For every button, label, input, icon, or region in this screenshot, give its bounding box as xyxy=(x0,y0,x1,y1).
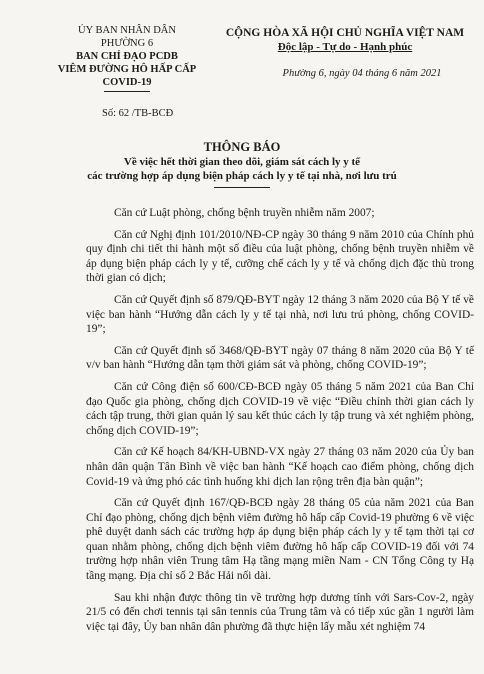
document-body xyxy=(86,206,474,641)
committee-name: COVID-19 xyxy=(102,77,152,88)
paragraph: Căn cứ Quyết định số 879/QĐ-BYT ngày 12 tháng 3 năm 2020 của Bộ Y tế về việc ban hành “Hướng dẫn cách ly y tế tại nhà, nơi lưu trú phòng, chống COVID-19”; xyxy=(86,293,474,336)
authority-line: ỦY BAN NHÂN DÂN xyxy=(78,25,176,36)
divider xyxy=(104,91,150,92)
title-subject: các trường hợp áp dụng biện pháp cách ly y tế tại nhà, nơi lưu trú xyxy=(87,170,397,182)
title-subject: Về việc hết thời gian theo dõi, giám sát cách ly y tế xyxy=(123,156,361,168)
paragraph: Sau khi nhận được thông tin về trường hợp dương tính với Sars-Cov-2, ngày 21/5 có đến chơi tennis tại sân tennis của Trung tâm và có tiếp xúc gần 1 người làm việc tại đây, Ủy ban nhân dân phường đã thực hiện lấy mẫu xét nghiệm 74 xyxy=(86,591,474,633)
national-header xyxy=(220,26,470,54)
authority-line: PHƯỜNG 6 xyxy=(100,38,154,49)
divider xyxy=(214,187,270,188)
document-title xyxy=(30,140,454,188)
issuing-authority xyxy=(42,24,212,92)
document-number: Số: 62 /TB-BCĐ xyxy=(102,108,174,119)
national-title: CỘNG HÒA XÃ HỘI CHỦ NGHĨA VIỆT NAM xyxy=(225,27,465,39)
paragraph: Căn cứ Nghị định 101/2010/NĐ-CP ngày 30 tháng 9 năm 2010 của Chính phủ quy định chi tiết thi hành một số điều của luật phòng, chống bệnh truyền nhiễm về áp dụng biện pháp cách ly y tế, cưỡng chế cách ly y tế và chống dịch đặc thù trong thời gian có dịch; xyxy=(86,228,474,285)
paragraph: Căn cứ Quyết định số 3468/QĐ-BYT ngày 07 tháng 8 năm 2020 của Bộ Y tế v/v ban hành “Hướng dẫn tạm thời giám sát và phòng, chống COVID-19”; xyxy=(86,344,474,372)
paragraph: Căn cứ Quyết định 167/QĐ-BCĐ ngày 28 tháng 05 của năm 2021 của Ban Chỉ đạo phòng, chống dịch bệnh viêm đường hô hấp cấp Covid-19 phường 6 về việc phê duyệt danh sách các trường hợp áp dụng biện pháp cách ly y tế tạm thời tại cơ quan nhằm phòng, chống dịch bệnh viêm đường hô hấp cấp COVID-19 đối với 74 trường hợp nhân viên Trung tâm Hạ tầng mạng miền Nam - CN Tổng Công ty Hạ tầng mạng. Địa chỉ số 2 Bắc Hải nối dài. xyxy=(86,497,474,583)
paragraph: Căn cứ Kế hoạch 84/KH-UBND-VX ngày 27 tháng 03 năm 2020 của Ủy ban nhân dân quận Tân Bình về việc ban hành “Kế hoạch cao điểm phòng, chống dịch Covid-19 và ứng phó các tình huống khi dịch lan rộng trên địa bàn quận”; xyxy=(86,446,474,488)
paragraph: Căn cứ Công điện số 600/CĐ-BCĐ ngày 05 tháng 5 năm 2021 của Ban Chỉ đạo Quốc gia phòng, chống dịch COVID-19 về việc “Điều chỉnh thời gian cách ly cách tập trung, thời gian quản lý sau kết thúc cách ly tập trung và xét nghiệm phòng, chống dịch COVID-19”; xyxy=(86,380,474,437)
national-motto: Độc lập - Tự do - Hạnh phúc xyxy=(277,41,413,53)
date-place: Phường 6, ngày 04 tháng 6 năm 2021 xyxy=(282,68,442,79)
title-main: THÔNG BÁO xyxy=(203,140,281,154)
committee-name: BAN CHỈ ĐẠO PCDB xyxy=(76,51,178,62)
committee-name: VIÊM ĐƯỜNG HÔ HẤP CẤP xyxy=(57,64,197,75)
paragraph: Căn cứ Luật phòng, chống bệnh truyền nhiễm năm 2007; xyxy=(114,207,375,219)
